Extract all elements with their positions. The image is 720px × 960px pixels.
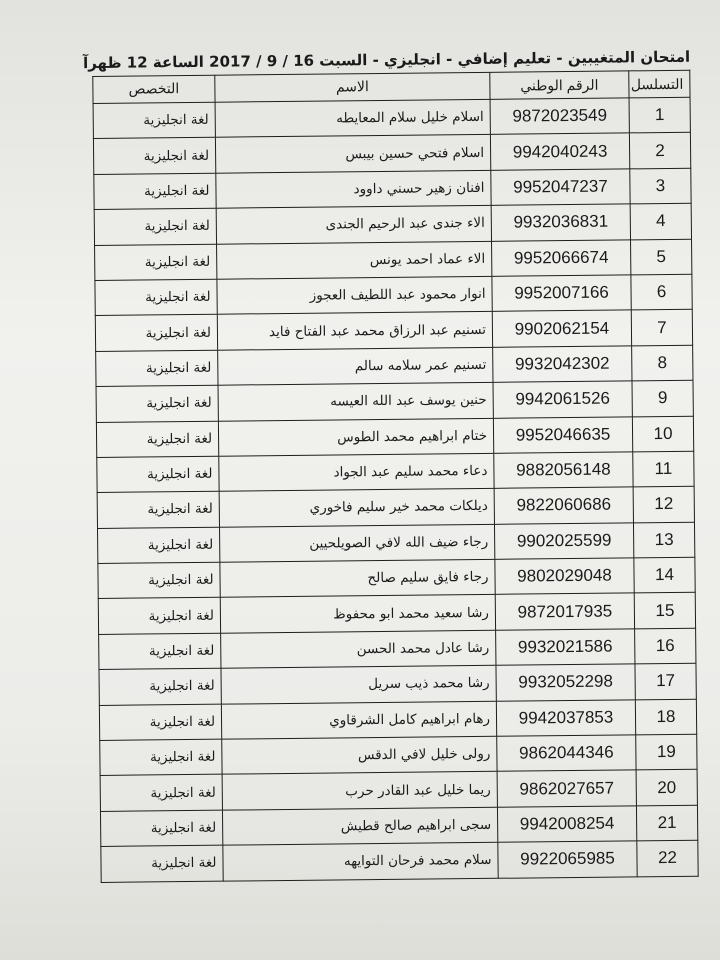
cell-national-id: 9822060686 <box>494 487 633 524</box>
cell-name: اسلام فتحي حسين بيبس <box>215 135 490 173</box>
cell-name: ختام ابراهيم محمد الطوس <box>218 418 493 456</box>
header-national-id: الرقم الوطني <box>490 71 629 99</box>
cell-name: رولى خليل لافي الدقس <box>222 736 497 774</box>
printed-sheet <box>82 44 699 883</box>
cell-name: تسنيم عبد الرزاق محمد عبد الفتاح فايد <box>217 312 492 350</box>
cell-name: سلام محمد فرحان التوايهه <box>223 842 498 880</box>
cell-national-id: 9922065985 <box>498 841 637 878</box>
cell-specialization: لغة انجليزية <box>96 350 218 387</box>
cell-national-id: 9902025599 <box>494 523 633 560</box>
cell-specialization: لغة انجليزية <box>100 810 222 847</box>
header-serial: التسلسل <box>629 70 690 98</box>
cell-serial: 5 <box>631 239 692 275</box>
cell-name: رشا محمد ذيب سريل <box>221 666 496 704</box>
cell-serial: 7 <box>631 310 692 346</box>
cell-national-id: 9952046635 <box>493 416 632 453</box>
cell-name: افنان زهير حسني داوود <box>216 170 491 208</box>
cell-name: سجى ابراهيم صالح قطيش <box>222 807 497 845</box>
cell-serial: 6 <box>631 274 692 310</box>
cell-name: ريما خليل عبد القادر حرب <box>222 772 497 810</box>
cell-national-id: 9942037853 <box>496 699 635 736</box>
cell-name: رشا سعيد محمد ابو محفوظ <box>220 595 495 633</box>
cell-national-id: 9902062154 <box>492 310 631 347</box>
cell-national-id: 9932021586 <box>496 629 635 666</box>
students-table <box>92 70 698 883</box>
cell-specialization: لغة انجليزية <box>100 739 222 776</box>
cell-specialization: لغة انجليزية <box>95 279 217 316</box>
cell-serial: 12 <box>633 487 694 523</box>
cell-national-id: 9952047237 <box>491 169 630 206</box>
cell-serial: 20 <box>636 770 697 806</box>
cell-national-id: 9942061526 <box>493 381 632 418</box>
table-body <box>93 97 698 882</box>
cell-specialization: لغة انجليزية <box>98 598 220 635</box>
table-row <box>101 840 698 882</box>
cell-specialization: لغة انجليزية <box>96 385 218 422</box>
cell-national-id: 9932052298 <box>496 664 635 701</box>
cell-name: رجاء فايق سليم صالح <box>220 559 495 597</box>
cell-specialization: لغة انجليزية <box>95 315 217 352</box>
cell-serial: 19 <box>636 734 697 770</box>
cell-national-id: 9862044346 <box>497 735 636 772</box>
cell-specialization: لغة انجليزية <box>94 173 216 210</box>
cell-national-id: 9802029048 <box>495 558 634 595</box>
cell-specialization: لغة انجليزية <box>99 633 221 670</box>
cell-national-id: 9872017935 <box>495 593 634 630</box>
cell-name: تسنيم عمر سلامه سالم <box>218 347 493 385</box>
cell-national-id: 9862027657 <box>497 770 636 807</box>
cell-specialization: لغة انجليزية <box>96 421 218 458</box>
cell-name: دعاء محمد سليم عبد الجواد <box>219 453 494 491</box>
cell-specialization: لغة انجليزية <box>99 704 221 741</box>
cell-specialization: لغة انجليزية <box>98 562 220 599</box>
cell-national-id: 9882056148 <box>494 452 633 489</box>
cell-national-id: 9872023549 <box>490 98 629 135</box>
cell-serial: 21 <box>636 805 697 841</box>
cell-specialization: لغة انجليزية <box>97 456 219 493</box>
cell-specialization: لغة انجليزية <box>100 775 222 812</box>
cell-serial: 10 <box>632 416 693 452</box>
cell-name: الاء جندى عبد الرحيم الجندى <box>216 206 491 244</box>
cell-national-id: 9942008254 <box>497 806 636 843</box>
cell-serial: 9 <box>632 380 693 416</box>
cell-serial: 18 <box>635 699 696 735</box>
header-name: الاسم <box>215 72 490 102</box>
cell-serial: 11 <box>633 451 694 487</box>
cell-national-id: 9932036831 <box>491 204 630 241</box>
cell-national-id: 9952007166 <box>492 275 631 312</box>
document-title: امتحان المتغيبين - تعليم إضافي - انجليزي - السبت 16 / 9 / 2017 الساعة 12 ظهرآ <box>82 47 691 73</box>
cell-specialization: لغة انجليزية <box>99 668 221 705</box>
cell-specialization: لغة انجليزية <box>101 845 223 882</box>
header-specialization: التخصص <box>93 75 215 103</box>
cell-name: رجاء ضيف الله لافي الصويلحيين <box>220 524 495 562</box>
cell-serial: 2 <box>629 133 690 169</box>
cell-serial: 1 <box>629 97 690 133</box>
cell-serial: 3 <box>630 168 691 204</box>
cell-serial: 22 <box>637 840 698 876</box>
cell-serial: 8 <box>632 345 693 381</box>
cell-serial: 13 <box>633 522 694 558</box>
cell-serial: 4 <box>630 203 691 239</box>
cell-name: رهام ابراهيم كامل الشرقاوي <box>221 701 496 739</box>
cell-name: رشا عادل محمد الحسن <box>221 630 496 668</box>
cell-specialization: لغة انجليزية <box>98 527 220 564</box>
cell-serial: 17 <box>635 663 696 699</box>
cell-specialization: لغة انجليزية <box>95 244 217 281</box>
cell-national-id: 9942040243 <box>490 133 629 170</box>
cell-national-id: 9952066674 <box>492 239 631 276</box>
cell-serial: 15 <box>634 593 695 629</box>
cell-name: الاء عماد احمد يونس <box>217 241 492 279</box>
cell-specialization: لغة انجليزية <box>93 138 215 175</box>
cell-specialization: لغة انجليزية <box>97 491 219 528</box>
cell-name: انوار محمود عبد اللطيف العجوز <box>217 276 492 314</box>
cell-name: اسلام خليل سلام المعايطه <box>215 99 490 137</box>
cell-national-id: 9932042302 <box>493 346 632 383</box>
cell-specialization: لغة انجليزية <box>94 208 216 245</box>
cell-serial: 16 <box>635 628 696 664</box>
cell-specialization: لغة انجليزية <box>93 102 215 139</box>
cell-name: حنين يوسف عبد الله العيسه <box>218 382 493 420</box>
cell-name: ديلكات محمد خير سليم فاخوري <box>219 489 494 527</box>
cell-serial: 14 <box>634 557 695 593</box>
